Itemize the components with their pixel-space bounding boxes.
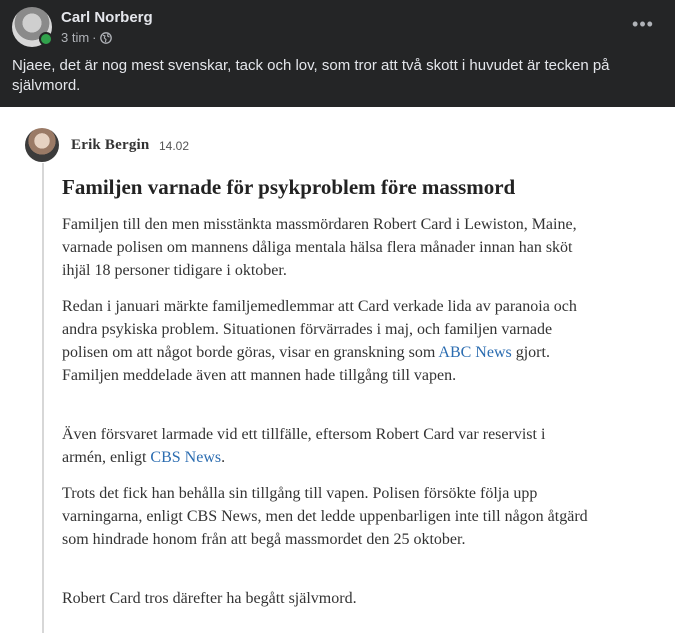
article-paragraph-5: Robert Card tros därefter ha begått självmord. [62,590,357,607]
author-avatar[interactable] [12,7,52,47]
more-options-button[interactable] [629,12,657,36]
paragraph-3-text-start: Även försvaret larmade vid ett tillfälle, eftersom Robert Card var reservist i armén, enligt [62,426,546,466]
post-meta [61,30,112,45]
abc-news-link: ABC News [438,344,512,361]
shared-article-image[interactable] [0,107,675,620]
post-header [0,0,675,107]
paragraph-2-text-end: gjort. Familjen meddelade även att mannen hade tillgång till vapen. [62,344,550,384]
article-paragraph-1: Familjen till den men misstänkta massmördaren Robert Card i Lewiston, Maine, varnade polisen om mannens dåliga mentala hälsa flera månader innan han sköt ihjäl 18 personer tidigare i oktober. [62,216,577,279]
online-status-indicator [39,32,53,46]
article-time: 14.02 [159,139,190,153]
paragraph-2-text-start: Redan i januari märkte familjemedlemmar att Card verkade lida av paranoia och andra psykiska problem. Situationen förvärrades i maj, och familjen varnade polisen om att något borde göras, visar en granskning som [62,298,577,361]
post-time[interactable]: 3 tim [61,30,90,45]
paragraph-3-text-end: . [221,449,226,466]
cbs-news-link: CBS News [150,449,222,466]
meta-separator: · [92,30,97,45]
article-author-name: Erik Bergin [71,137,150,153]
article-author-avatar [25,128,59,162]
article-paragraph-3 [62,423,590,469]
post-author-name[interactable]: Carl Norberg [61,9,153,26]
more-options-icon: ••• [632,13,654,34]
globe-icon [100,32,112,44]
thread-line [42,163,44,633]
article-title: Familjen varnade för psykproblem före massmord [62,175,516,199]
article-paragraph-4: Trots det fick han behålla sin tillgång till vapen. Polisen försökte följa upp varningarna, enligt CBS News, men det ledde uppenbarligen inte till någon åtgärd som hindrade honom från att begå massmordet den 25 oktober. [62,485,588,548]
article-paragraph-2 [62,295,590,387]
post-caption: Njaee, det är nog mest svenskar, tack och lov, som tror att två skott i huvudet är tecken på självmord. [12,57,610,94]
